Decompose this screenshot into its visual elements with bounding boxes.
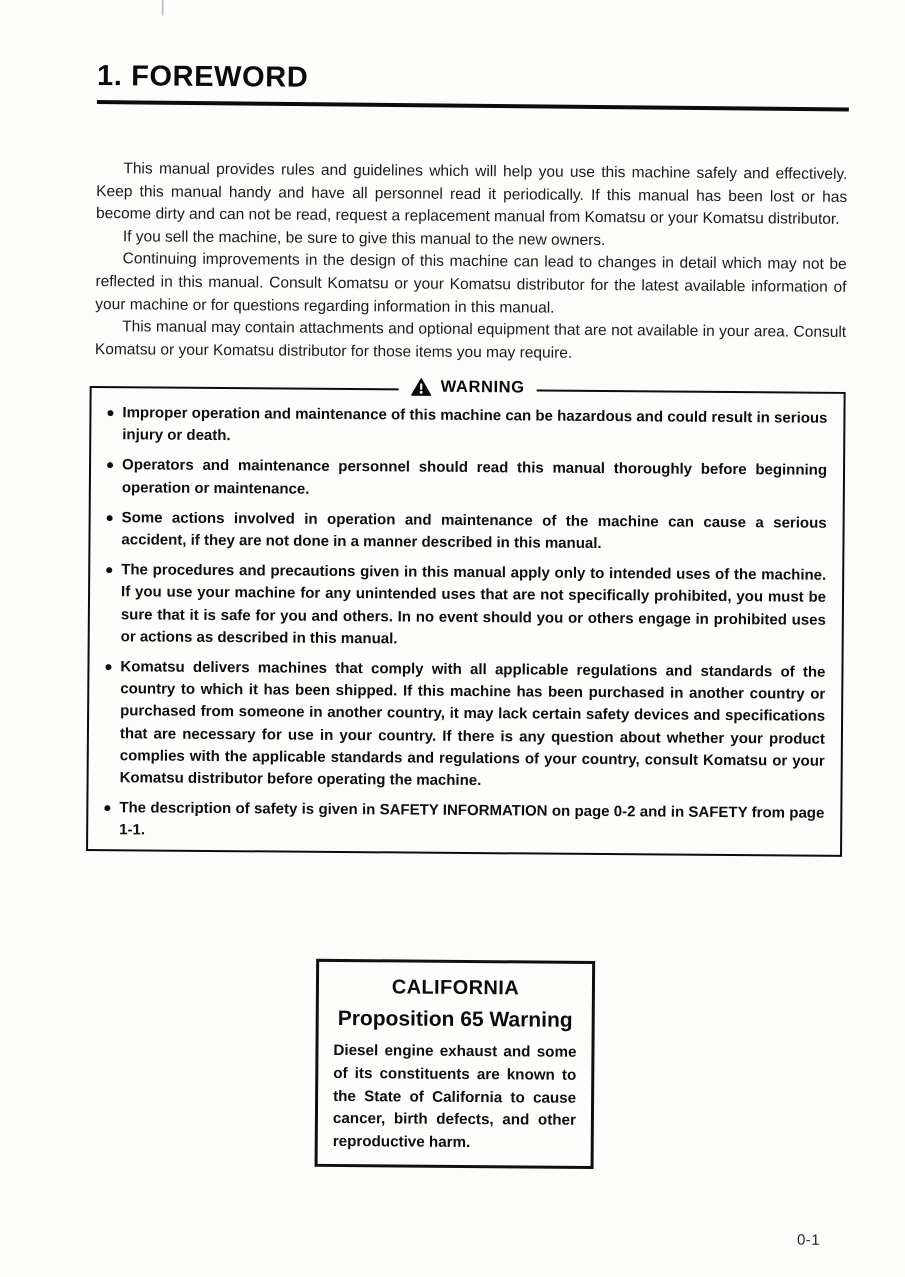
warning-item: Some actions involved in operation and maintenance of the machine can cause a serious accident, if they are not done in a manner described in this manual. [104,507,826,557]
title-underline [97,100,849,111]
california-warning-box [315,959,596,1169]
page-number: 0-1 [796,1231,821,1249]
warning-item: Komatsu delivers machines that comply with all applicable regulations and standards of the country to which it has been shipped. If this machine has been purchased in another country or purchased from someone in another country, it may lack certain safety devices and specifications that are necessary for use in your country. If there is any question about whether your product complies with the applicable standards and regulations of your country, consult Komatsu or your Komatsu distributor before operating the machine. [103,656,826,795]
warning-item: The procedures and precautions given in this manual apply only to intended uses of the machine. If you use your machine for any unintended uses that are not specifically prohibited, you must be sure that it is safe for you and others. In no event should you or others engage in prohibited uses or actions as described in this manual. [104,559,827,653]
warning-triangle-icon [411,378,432,397]
intro-paragraph: If you sell the machine, be sure to give this manual to the new owners. [122,228,606,249]
intro-section [95,158,848,367]
california-subtitle: Proposition 65 Warning [337,1006,573,1032]
warning-legend [399,377,537,397]
warning-label: WARNING [440,377,525,397]
page-title: 1. FOREWORD [96,60,309,94]
intro-paragraph: Continuing improvements in the design of this machine can lead to changes in detail which may not be reflected in this manual. Consult Komatsu or your Komatsu distributor for the latest available information of your machine or for questions regarding information in this manual. [95,250,847,317]
intro-paragraph: This manual provides rules and guidelines which will help you use this machine safely and effectively. Keep this manual handy and have all personnel read it periodically. If this manual has been lost or has become dirty and can not be read, request a replacement manual from Komatsu or your Komatsu distributor. [95,160,848,229]
warning-box [86,377,846,857]
scan-artifact-line [162,0,164,16]
california-title: CALIFORNIA [391,976,520,1000]
intro-paragraph: This manual may contain attachments and optional equipment that are not available in your area. Consult Komatsu or your Komatsu distributor for those items you may require. [94,318,847,362]
warning-item: Improper operation and maintenance of this machine can be hazardous and could result in serious injury or death. [105,402,827,452]
warning-list [102,402,827,847]
california-body: Diesel engine exhaust and some of its constituents are known to the State of California to cause cancer, birth defects, and other reproductive harm. [332,1041,577,1152]
warning-item: Operators and maintenance personnel should read this manual thoroughly before beginning operation or maintenance. [105,455,827,505]
warning-item: The description of safety is given in SAFETY INFORMATION on page 0-2 and in SAFETY from page 1-1. [102,797,824,847]
